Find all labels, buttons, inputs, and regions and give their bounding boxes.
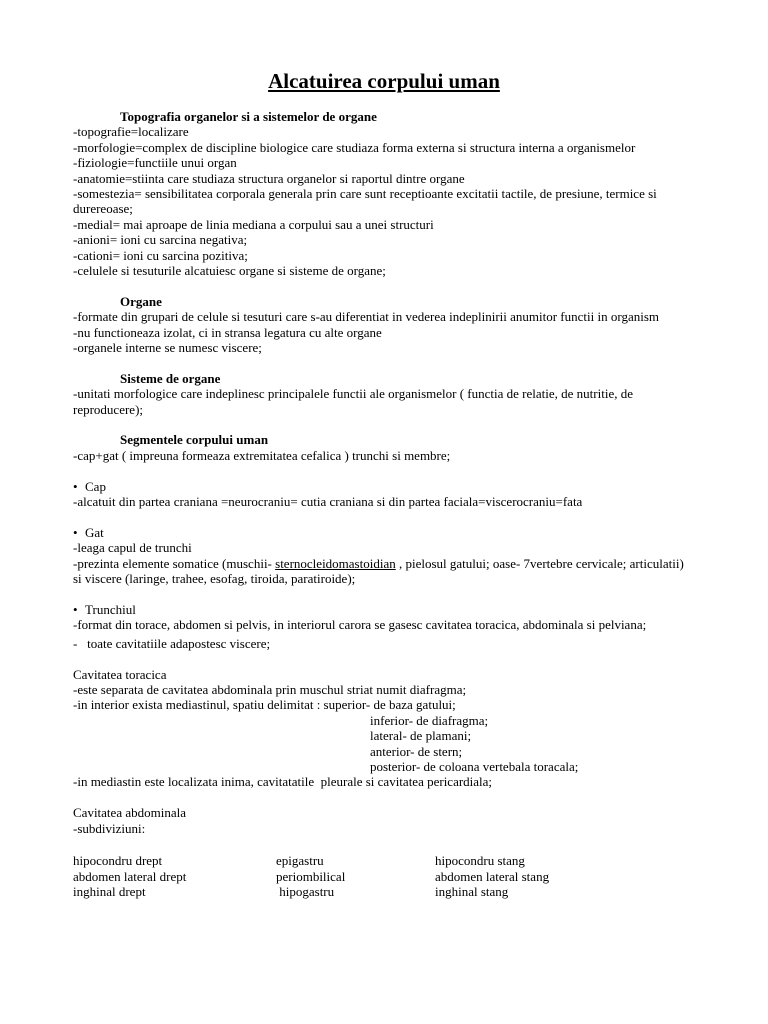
underlined-term: sternocleidomastoidian <box>275 555 396 571</box>
table-row <box>73 853 549 868</box>
text-line: -formate din grupari de celule si tesuturi care s-au diferentiat in vederea indeplinirii anumitor functii in organism <box>73 309 660 325</box>
table-cell: abdomen lateral stang <box>435 868 550 884</box>
bullet-icon: • <box>73 601 78 617</box>
text-line: -anatomie=stiinta care studiaza structura organelor si raportul dintre organe <box>73 170 465 186</box>
section-heading-sisteme: Sisteme de organe <box>120 370 221 386</box>
text-line: -organele interne se numesc viscere; <box>73 340 262 356</box>
text-line: -este separata de cavitatea abdominala prin muschul striat numit diafragma; <box>73 681 467 697</box>
subsection-heading-toracica: Cavitatea toracica <box>73 666 167 682</box>
section-heading-segmentele: Segmentele corpului uman <box>120 432 269 448</box>
text-line: -anioni= ioni cu sarcina negativa; <box>73 232 248 248</box>
text-line: -cationi= ioni cu sarcina pozitiva; <box>73 247 248 263</box>
text-line: -in mediastin este localizata inima, cavitatatile pleurale si cavitatea pericardiala; <box>73 774 493 790</box>
table-cell: inghinal stang <box>435 884 509 900</box>
table-row <box>73 869 549 884</box>
text-fragment: , pielosul gatului; oase- 7vertebre cervicale; articulatii) si viscere (laringe, trahee, esofag, tiroida, paratiroide); <box>73 555 684 587</box>
text-line: -morfologie=complex de discipline biologice care studiaza forma externa si structura interna a organismelor <box>73 139 636 155</box>
table-cell: periombilical <box>276 868 346 884</box>
section-heading-topografia: Topografia organelor si a sistemelor de organe <box>120 109 377 124</box>
bullet-item-cap <box>73 479 693 494</box>
text-line: -unitati morfologice care indeplinesc principalele functii ale organismelor ( functia de relatie, de nutritie, de reproducere); <box>73 386 633 417</box>
limit-line: posterior- de coloana vertebala toracala; <box>370 758 579 774</box>
text-line: -alcatuit din partea craniana =neurocraniu= cutia craniana si din partea faciala=viscerocraniu=fata <box>73 494 583 510</box>
text-line: -in interior exista mediastinul, spatiu delimitat : superior- de baza gatului; <box>73 697 456 713</box>
text-line: -medial= mai aproape de linia mediana a corpului sau a unei structuri <box>73 216 434 232</box>
text-line: -nu functioneaza izolat, ci in stransa legatura cu alte organe <box>73 324 382 340</box>
bullet-label: Cap <box>85 478 106 494</box>
bullet-item-gat <box>73 525 693 540</box>
text-line <box>73 556 693 587</box>
limit-line: inferior- de diafragma; <box>370 712 489 728</box>
text-line: -subdiviziuni: <box>73 820 146 836</box>
table-cell: inghinal drept <box>73 884 146 900</box>
bullet-icon: • <box>73 478 78 494</box>
limit-line: anterior- de stern; <box>370 743 463 759</box>
text-fragment: -prezinta elemente somatice (muschii- <box>73 555 276 571</box>
text-line: -celulele si tesuturile alcatuiesc organe si sisteme de organe; <box>73 263 386 279</box>
text-line: -topografie=localizare <box>73 124 189 140</box>
table-cell: hipogastru <box>276 884 335 900</box>
text-line: -cap+gat ( impreuna formeaza extremitatea cefalica ) trunchi si membre; <box>73 447 451 463</box>
table-cell: abdomen lateral drept <box>73 868 187 884</box>
section-heading-organe: Organe <box>120 293 162 309</box>
text-line: -format din torace, abdomen si pelvis, in interiorul carora se gasesc cavitatea toracica, abdominala si pelviana; <box>73 617 647 633</box>
table-cell: hipocondru stang <box>435 853 525 869</box>
table-cell: epigastru <box>276 853 324 869</box>
limit-line: lateral- de plamani; <box>370 728 472 744</box>
text-line: - toate cavitatiile adapostesc viscere; <box>73 635 271 651</box>
subsection-heading-abdominala: Cavitatea abdominala <box>73 805 186 821</box>
bullet-label: Gat <box>85 524 104 540</box>
text-line: -somestezia= sensibilitatea corporala generala prin care sunt receptioante excitatii tactile, de presiune, termice si durereoase; <box>73 186 657 217</box>
document-body <box>73 109 693 900</box>
document-title: Alcatuirea corpului uman <box>268 69 500 93</box>
bullet-item-trunchiul <box>73 602 693 617</box>
text-line: -fiziologie=functiile unui organ <box>73 155 237 171</box>
text-line: -leaga capul de trunchi <box>73 540 192 556</box>
bullet-icon: • <box>73 524 78 540</box>
abdominal-regions-table <box>73 853 549 899</box>
table-row <box>73 884 549 899</box>
table-cell: hipocondru drept <box>73 853 163 869</box>
bullet-label: Trunchiul <box>85 601 136 617</box>
